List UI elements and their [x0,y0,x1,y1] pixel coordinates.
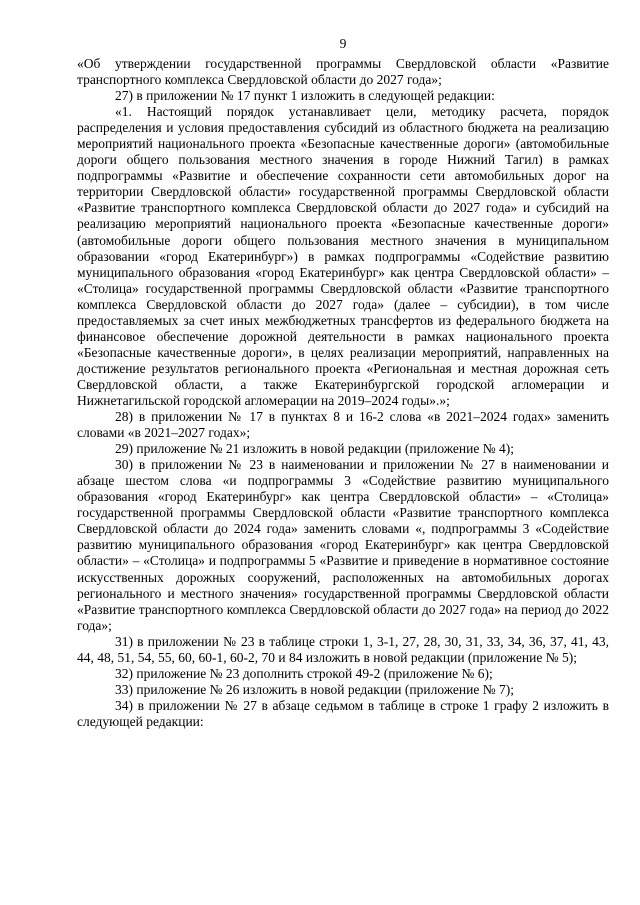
paragraph-7: 31) в приложении № 23 в таблице строки 1, 3-1, 27, 28, 30, 31, 33, 34, 36, 37, 41, 43, 44, 48, 51, 54, 55, 60, 60-1, 60-2, 70 и 84 изложить в новой редакции (приложение № 5); [77,633,609,665]
paragraph-2: 27) в приложении № 17 пункт 1 изложить в следующей редакции: [115,88,495,104]
paragraph-8: 32) приложение № 23 дополнить строкой 49-2 (приложение № 6); [115,665,493,681]
paragraph-3: «1. Настоящий порядок устанавливает цели, методику расчета, порядок распределения и условия предоставления субсидий из областного бюджета на реализацию мероприятий национального проекта «Безопасные качественные дороги» (автомобильные дороги общего пользования местного значения в городе Нижний Тагил) в рамках подпрограммы «Развитие и обеспечение сохранности сети автомобильных дорог на территории Свердловской области» государственной программы Свердловской области «Развитие транспортного комплекса Свердловской области до 2027 года» и субсидий на реализацию мероприятий национального проекта «Безопасные качественные дороги» (автомобильные дороги общего пользования местного значения в муниципальном образовании «город Екатеринбург») в рамках подпрограммы «Содействие развитию муниципального образования «город Екатеринбург» как центра Свердловской области» – «Столица» государственной программы Свердловской области «Развитие транспортного комплекса Свердловской области до 2027 года» (далее – субсидии), в том числе предоставляемых за счет иных межбюджетных трансфертов из федерального бюджета на финансовое обеспечение дорожной деятельности в рамках национального проекта «Безопасные качественные дороги», в целях реализации мероприятий, направленных на достижение результатов регионального проекта «Региональная и местная дорожная сеть Свердловской области, а также Екатеринбургской городской агломерации и Нижнетагильской городской агломерации на 2019–2024 годы».»; [77,104,609,408]
paragraph-6: 30) в приложении № 23 в наименовании и приложении № 27 в наименовании и абзаце шестом слова «и подпрограммы 3 «Содействие развитию муниципального образования «город Екатеринбург» как центра Свердловской области» – «Столица» государственной программы Свердловской области «Развитие транспортного комплекса Свердловской области до 2024 года» заменить словами «, подпрограммы 3 «Содействие развитию муниципального образования «город Екатеринбург» как центра Свердловской области» – «Столица» и подпрограммы 5 «Развитие и приведение в нормативное состояние искусственных дорожных сооружений, расположенных на автомобильных дорогах регионального и местного значения» государственной программы Свердловской области «Развитие транспортного комплекса Свердловской области до 2027 года» на период до 2022 года»; [77,457,609,633]
page-number: 9 [339,36,347,51]
paragraph-1: «Об утверждении государственной программы Свердловской области «Развитие транспортного комплекса Свердловской области до 2027 года»; [77,56,609,88]
paragraph-9: 33) приложение № 26 изложить в новой редакции (приложение № 7); [115,681,514,697]
document-page [77,36,609,730]
paragraph-10: 34) в приложении № 27 в абзаце седьмом в таблице в строке 1 графу 2 изложить в следующей редакции: [77,697,609,729]
paragraph-4: 28) в приложении № 17 в пунктах 8 и 16-2 слова «в 2021–2024 годах» заменить словами «в 2021–2027 годах»; [77,409,609,441]
paragraph-5: 29) приложение № 21 изложить в новой редакции (приложение № 4); [115,441,514,457]
document-body [77,56,609,730]
